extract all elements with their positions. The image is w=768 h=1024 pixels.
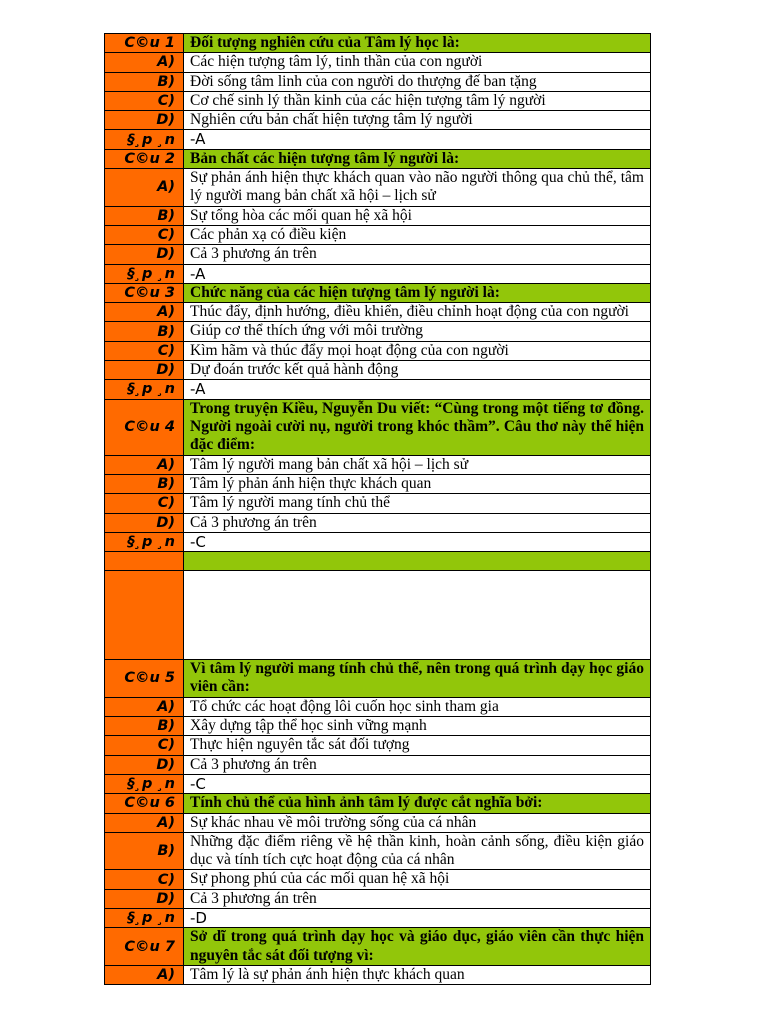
option-row (105, 455, 651, 474)
option-text: Sự tổng hòa các mối quan hệ xã hội (184, 206, 651, 225)
question-number: C©u 6 (105, 794, 184, 813)
question-number: C©u 7 (105, 928, 184, 966)
option-row (105, 717, 651, 736)
option-letter: A) (105, 169, 184, 207)
option-text: Các phản xạ có điều kiện (184, 225, 651, 244)
question-text: Trong truyện Kiều, Nguyễn Du viết: “Cùng trong một tiếng tơ đồng. Người ngoài cười nụ, người trong khóc thầm”. Câu thơ này thể hiện đặc điểm: (184, 399, 651, 455)
question-number: C©u 4 (105, 399, 184, 455)
answer-row (105, 774, 651, 793)
option-letter: B) (105, 832, 184, 870)
option-text: Cả 3 phương án trên (184, 245, 651, 264)
option-text: Sự phản ánh hiện thực khách quan vào não người thông qua chủ thể, tâm lý người mang bản chất xã hội – lịch sử (184, 169, 651, 207)
question-row (105, 928, 651, 966)
question-row (105, 660, 651, 698)
option-text: Tâm lý phản ánh hiện thực khách quan (184, 474, 651, 493)
option-text: Kìm hãm và thúc đẩy mọi hoạt động của con người (184, 341, 651, 360)
option-row (105, 225, 651, 244)
option-row (105, 91, 651, 110)
answer-value: -A (184, 380, 651, 399)
answer-row (105, 130, 651, 149)
option-row (105, 341, 651, 360)
question-number: C©u 3 (105, 283, 184, 302)
option-row (105, 245, 651, 264)
option-text: Tâm lý là sự phản ánh hiện thực khách quan (184, 965, 651, 984)
option-text: Sự phong phú của các mối quan hệ xã hội (184, 870, 651, 889)
option-letter: B) (105, 72, 184, 91)
option-row (105, 513, 651, 532)
answer-value: -A (184, 130, 651, 149)
option-letter: D) (105, 755, 184, 774)
option-letter: A) (105, 53, 184, 72)
answer-row (105, 532, 651, 551)
option-letter: A) (105, 455, 184, 474)
option-text: Các hiện tượng tâm lý, tinh thần của con người (184, 53, 651, 72)
answer-label: §¸p ¸n (105, 908, 184, 927)
option-text: Thực hiện nguyên tắc sát đối tượng (184, 736, 651, 755)
content-cell (184, 552, 651, 571)
option-text: Nghiên cứu bản chất hiện tượng tâm lý người (184, 111, 651, 130)
question-number: C©u 5 (105, 660, 184, 698)
option-text: Đời sống tâm linh của con người do thượng đế ban tặng (184, 72, 651, 91)
answer-row (105, 264, 651, 283)
option-row (105, 303, 651, 322)
option-row (105, 494, 651, 513)
answer-value: -D (184, 908, 651, 927)
option-text: Tâm lý người mang bản chất xã hội – lịch sử (184, 455, 651, 474)
quiz-table (104, 33, 651, 985)
question-text: Chức năng của các hiện tượng tâm lý người là: (184, 283, 651, 302)
option-text: Tổ chức các hoạt động lôi cuốn học sinh tham gia (184, 697, 651, 716)
option-letter: C) (105, 225, 184, 244)
option-letter: A) (105, 697, 184, 716)
option-row (105, 322, 651, 341)
answer-value: -A (184, 264, 651, 283)
question-text: Bản chất các hiện tượng tâm lý người là: (184, 149, 651, 168)
content-cell (184, 571, 651, 660)
answer-row (105, 908, 651, 927)
answer-value: -C (184, 532, 651, 551)
label-cell (105, 571, 184, 660)
question-row (105, 149, 651, 168)
option-text: Cả 3 phương án trên (184, 755, 651, 774)
option-text: Cả 3 phương án trên (184, 889, 651, 908)
blank-row (105, 571, 651, 660)
option-letter: C) (105, 494, 184, 513)
question-row (105, 794, 651, 813)
question-number: C©u 1 (105, 34, 184, 53)
option-letter: C) (105, 870, 184, 889)
option-row (105, 206, 651, 225)
option-text: Cơ chế sinh lý thần kinh của các hiện tượng tâm lý người (184, 91, 651, 110)
question-text: Đối tượng nghiên cứu của Tâm lý học là: (184, 34, 651, 53)
question-text: Tính chủ thể của hình ảnh tâm lý được cắt nghĩa bởi: (184, 794, 651, 813)
question-row (105, 283, 651, 302)
option-letter: D) (105, 245, 184, 264)
option-row (105, 870, 651, 889)
option-letter: A) (105, 813, 184, 832)
answer-row (105, 380, 651, 399)
option-row (105, 474, 651, 493)
option-row (105, 111, 651, 130)
option-row (105, 832, 651, 870)
option-letter: D) (105, 111, 184, 130)
question-text: Sở dĩ trong quá trình dạy học và giáo dục, giáo viên cần thực hiện nguyên tắc sát đối tượng vì: (184, 928, 651, 966)
option-text: Giúp cơ thể thích ứng với môi trường (184, 322, 651, 341)
answer-label: §¸p ¸n (105, 532, 184, 551)
option-text: Những đặc điểm riêng về hệ thần kinh, hoàn cảnh sống, điều kiện giáo dục và tính tích cực hoạt động của cá nhân (184, 832, 651, 870)
option-text: Tâm lý người mang tính chủ thể (184, 494, 651, 513)
answer-label: §¸p ¸n (105, 774, 184, 793)
question-text: Vì tâm lý người mang tính chủ thể, nên trong quá trình dạy học giáo viên cần: (184, 660, 651, 698)
option-row (105, 72, 651, 91)
answer-label: §¸p ¸n (105, 380, 184, 399)
answer-label: §¸p ¸n (105, 130, 184, 149)
answer-label: §¸p ¸n (105, 264, 184, 283)
option-text: Thúc đẩy, định hướng, điều khiển, điều chỉnh hoạt động của con người (184, 303, 651, 322)
option-letter: B) (105, 206, 184, 225)
option-letter: D) (105, 889, 184, 908)
option-row (105, 361, 651, 380)
question-number: C©u 2 (105, 149, 184, 168)
option-letter: C) (105, 736, 184, 755)
option-text: Xây dựng tập thể học sinh vững mạnh (184, 717, 651, 736)
option-letter: D) (105, 361, 184, 380)
option-letter: B) (105, 474, 184, 493)
option-row (105, 965, 651, 984)
option-row (105, 889, 651, 908)
label-cell (105, 552, 184, 571)
option-letter: C) (105, 341, 184, 360)
option-letter: D) (105, 513, 184, 532)
option-letter: B) (105, 717, 184, 736)
option-letter: A) (105, 965, 184, 984)
quiz-body (105, 34, 651, 985)
separator-row (105, 552, 651, 571)
option-row (105, 53, 651, 72)
option-row (105, 697, 651, 716)
option-row (105, 755, 651, 774)
answer-value: -C (184, 774, 651, 793)
option-row (105, 736, 651, 755)
option-text: Cả 3 phương án trên (184, 513, 651, 532)
option-row (105, 169, 651, 207)
option-letter: B) (105, 322, 184, 341)
option-text: Sự khác nhau về môi trường sống của cá nhân (184, 813, 651, 832)
option-letter: C) (105, 91, 184, 110)
question-row (105, 34, 651, 53)
option-text: Dự đoán trước kết quả hành động (184, 361, 651, 380)
option-row (105, 813, 651, 832)
question-row (105, 399, 651, 455)
option-letter: A) (105, 303, 184, 322)
